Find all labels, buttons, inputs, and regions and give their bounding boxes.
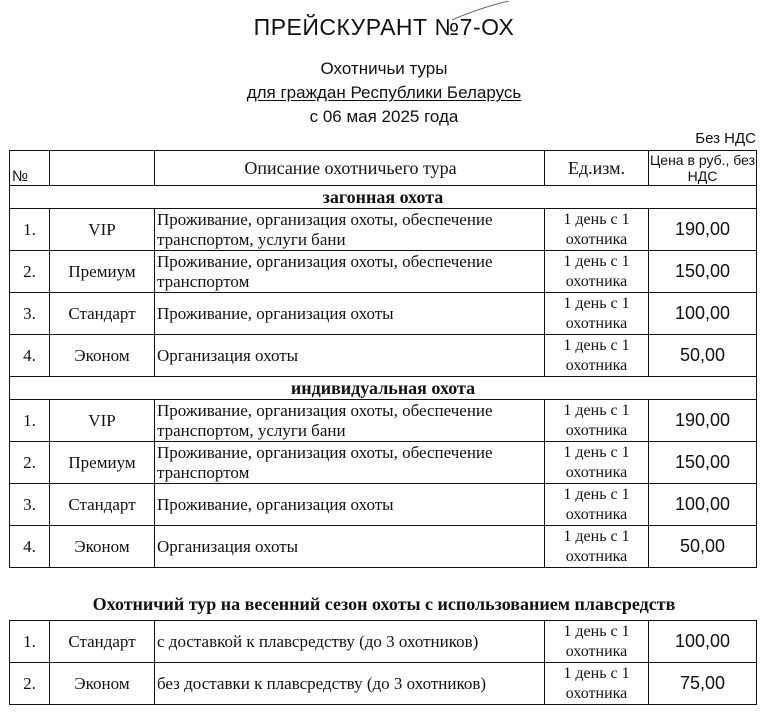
row-unit: 1 день с 1 охотника [545, 621, 649, 663]
row-num: 3. [10, 484, 50, 526]
row-num: 2. [10, 251, 50, 293]
row-description: Организация охоты [155, 526, 545, 568]
row-unit: 1 день с 1 охотника [545, 526, 649, 568]
row-tier: VIP [50, 400, 155, 442]
row-price: 100,00 [649, 484, 757, 526]
header-unit: Ед.изм. [545, 151, 649, 186]
audience-text: для граждан Республики Беларусь [246, 83, 522, 102]
row-description: Проживание, организация охоты [155, 484, 545, 526]
row-price: 190,00 [649, 209, 757, 251]
row-price: 190,00 [649, 400, 757, 442]
row-tier: Стандарт [50, 293, 155, 335]
row-num: 3. [10, 293, 50, 335]
table-row [10, 400, 757, 442]
row-price: 50,00 [649, 335, 757, 377]
row-price: 100,00 [649, 621, 757, 663]
row-price: 100,00 [649, 293, 757, 335]
table-row [10, 526, 757, 568]
table-row [10, 335, 757, 377]
row-tier: Эконом [50, 663, 155, 705]
header-name-cell [50, 151, 155, 186]
section-header [10, 377, 757, 400]
row-description: Проживание, организация охоты, обеспечение транспортом [155, 251, 545, 293]
table-row [10, 621, 757, 663]
row-tier: Премиум [50, 251, 155, 293]
subtitle: Охотничьи туры [320, 59, 448, 78]
header-num: № [10, 151, 50, 186]
row-description: Проживание, организация охоты, обеспечение транспортом [155, 442, 545, 484]
row-unit: 1 день с 1 охотника [545, 335, 649, 377]
row-tier: Стандарт [50, 484, 155, 526]
spring-price-table [9, 620, 757, 705]
table-row [10, 442, 757, 484]
table-header-row [10, 151, 757, 186]
row-num: 2. [10, 442, 50, 484]
row-price: 150,00 [649, 442, 757, 484]
row-num: 2. [10, 663, 50, 705]
price-table [9, 150, 757, 568]
row-unit: 1 день с 1 охотника [545, 442, 649, 484]
row-tier: VIP [50, 209, 155, 251]
table-row [10, 663, 757, 705]
row-tier: Эконом [50, 526, 155, 568]
section-title: загонная охота [10, 186, 757, 209]
effective-date: с 06 мая 2025 года [309, 107, 459, 126]
table-row [10, 293, 757, 335]
section-title-spring: Охотничий тур на весенний сезон охоты с использованием плавсредств [92, 594, 676, 614]
row-description: с доставкой к плавсредству (до 3 охотников) [155, 621, 545, 663]
row-num: 4. [10, 335, 50, 377]
row-price: 150,00 [649, 251, 757, 293]
row-price: 75,00 [649, 663, 757, 705]
row-description: Проживание, организация охоты, обеспечение транспортом, услуги бани [155, 209, 545, 251]
row-tier: Стандарт [50, 621, 155, 663]
row-tier: Премиум [50, 442, 155, 484]
row-num: 1. [10, 621, 50, 663]
row-unit: 1 день с 1 охотника [545, 251, 649, 293]
table-row [10, 484, 757, 526]
row-unit: 1 день с 1 охотника [545, 400, 649, 442]
vat-note: Без НДС [695, 130, 756, 147]
header-price: Цена в руб., без НДС [649, 152, 756, 184]
audience-line [0, 83, 768, 103]
row-description: Проживание, организация охоты [155, 293, 545, 335]
row-unit: 1 день с 1 охотника [545, 209, 649, 251]
row-tier: Эконом [50, 335, 155, 377]
header-description: Описание охотничьего тура [155, 151, 545, 186]
section-header [10, 186, 757, 209]
row-num: 4. [10, 526, 50, 568]
page-title: ПРЕЙСКУРАНТ №7-ОХ [253, 14, 515, 40]
row-description: Организация охоты [155, 335, 545, 377]
table-row [10, 251, 757, 293]
section-title: индивидуальная охота [10, 377, 757, 400]
row-unit: 1 день с 1 охотника [545, 293, 649, 335]
table-row [10, 209, 757, 251]
row-num: 1. [10, 209, 50, 251]
row-num: 1. [10, 400, 50, 442]
row-unit: 1 день с 1 охотника [545, 484, 649, 526]
row-unit: 1 день с 1 охотника [545, 663, 649, 705]
row-description: без доставки к плавсредству (до 3 охотников) [155, 663, 545, 705]
row-description: Проживание, организация охоты, обеспечение транспортом, услуги бани [155, 400, 545, 442]
row-price: 50,00 [649, 526, 757, 568]
